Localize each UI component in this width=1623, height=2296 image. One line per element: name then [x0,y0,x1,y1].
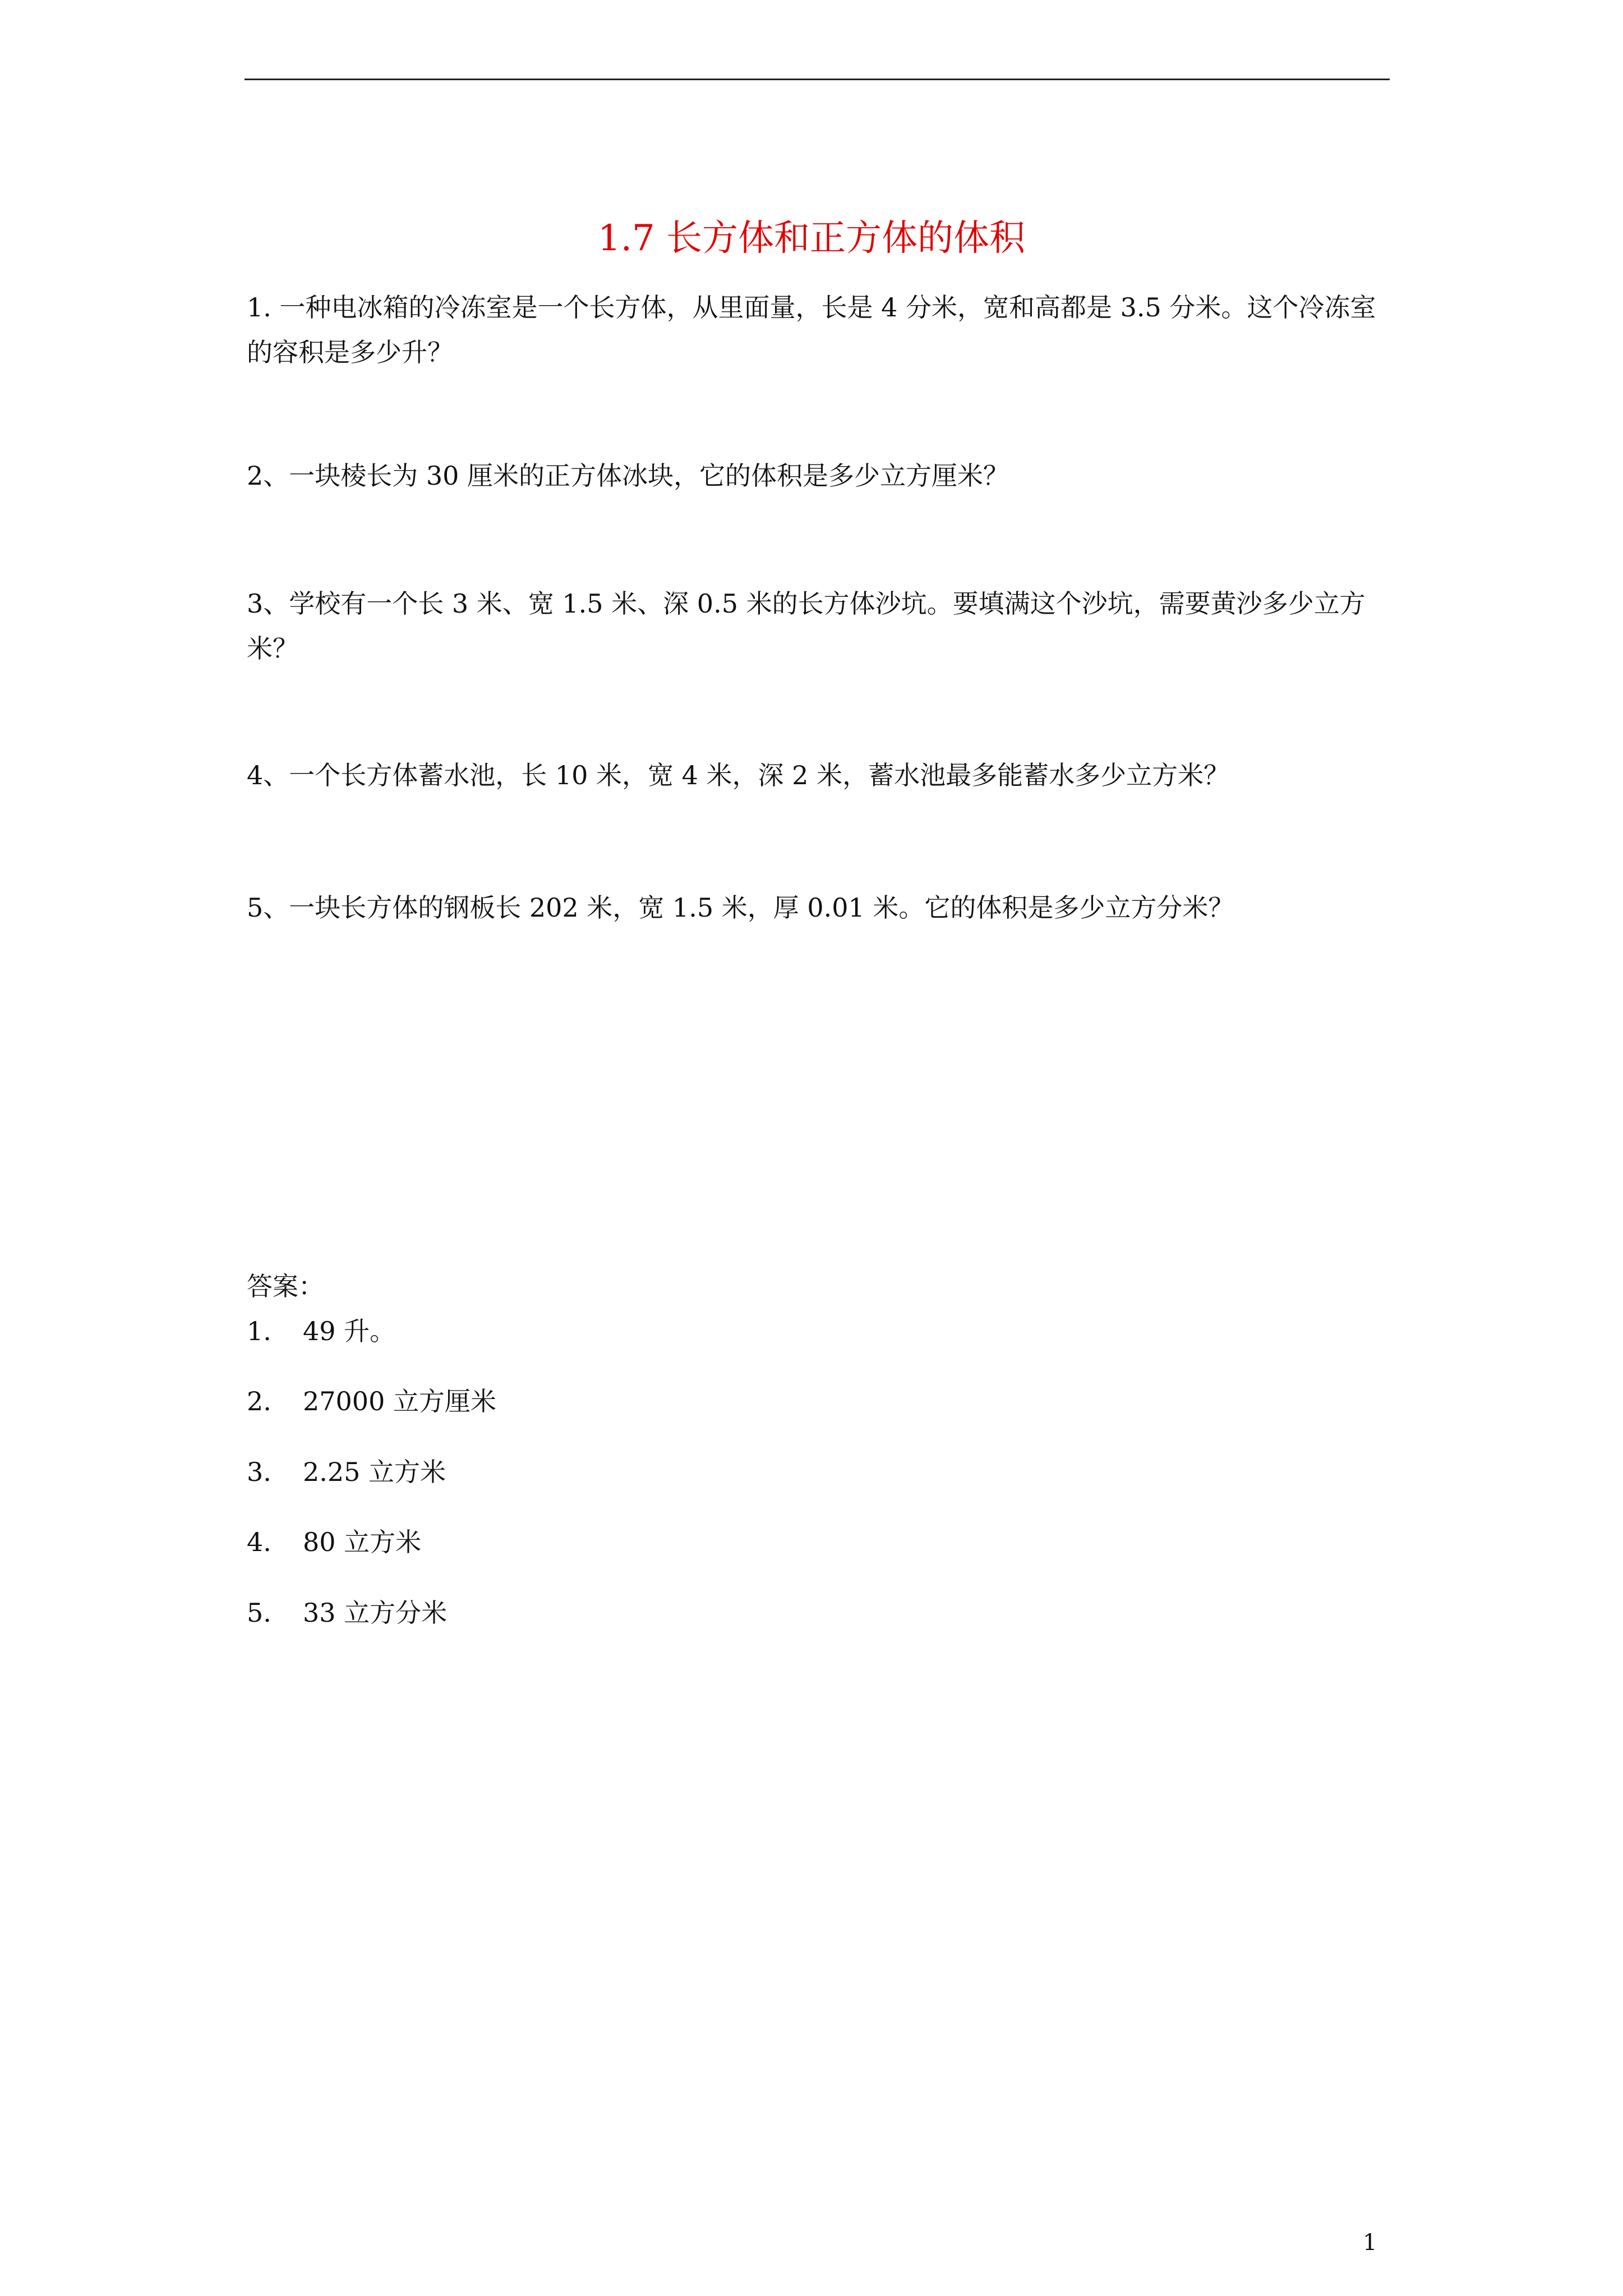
answer-1 [247,1312,395,1351]
answer-number: 2. [247,1386,271,1416]
header-rule [245,79,1390,80]
page-number: 1 [1363,2230,1377,2256]
answer-4 [247,1522,421,1562]
answer-number: 1. [247,1316,271,1346]
answer-number: 3. [247,1457,271,1487]
question-4: 4、一个长方体蓄水池，长 10 米，宽 4 米，深 2 米，蓄水池最多能蓄水多少立方米？ [247,760,1230,790]
answer-text: 2.25 立方米 [303,1457,446,1487]
answers-heading: 答案： [247,1271,324,1301]
answer-5 [247,1593,447,1632]
answer-text: 49 升。 [303,1316,396,1346]
page-title: 1.7 长方体和正方体的体积 [597,218,1026,259]
answer-text: 80 立方米 [303,1527,422,1557]
question-2: 2、一块棱长为 30 厘米的正方体冰块，它的体积是多少立方厘米？ [247,461,1009,491]
answer-2 [247,1382,496,1421]
question-5: 5、一块长方体的钢板长 202 米，宽 1.5 米，厚 0.01 米。它的体积是多少立方分米？ [247,892,1234,923]
answer-text: 27000 立方厘米 [303,1386,496,1416]
question-3: 3、学校有一个长 3 米、宽 1.5 米、深 0.5 米的长方体沙坑。要填满这个沙坑，需要黄沙多少立方米？ [247,588,1366,664]
answer-3 [247,1452,446,1492]
question-1: 1. 一种电冰箱的冷冻室是一个长方体，从里面量，长是 4 分米，宽和高都是 3.5 分米。这个冷冻室的容积是多少升？ [247,292,1376,367]
answer-text: 33 立方分米 [303,1598,448,1628]
answer-number: 5. [247,1598,271,1628]
answer-number: 4. [247,1527,271,1557]
